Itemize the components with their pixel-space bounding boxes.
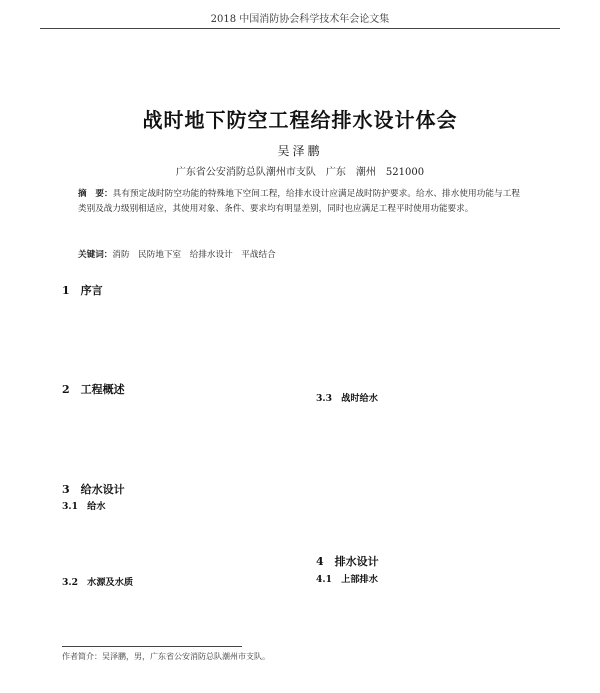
- abstract-label: 摘 要：: [78, 189, 113, 199]
- section-heading: 1 序言: [62, 284, 103, 297]
- keywords-label: 关键词：: [78, 250, 113, 260]
- running-head: 2018 中国消防协会科学技术年会论文集: [210, 14, 390, 25]
- footnote-rule: [62, 646, 242, 647]
- abstract-text: 具有预定战时防空功能的特殊地下空间工程，给排水设计应满足战时防护要求。给水、排水使用功能与工程类别及战力级别相适应，其使用对象、条件、要求均有明显差别，同时也应满足工程平时使用功能要求。: [78, 189, 520, 214]
- left-column: [62, 276, 310, 591]
- author: 吴泽鹏: [277, 144, 323, 158]
- subsection-heading: 3.2 水源及水质: [62, 576, 134, 588]
- right-column: [316, 276, 564, 588]
- subsection-heading: 4.1 上部排水: [316, 573, 378, 585]
- keywords: [78, 248, 520, 260]
- header-rule: [40, 28, 560, 29]
- affiliation: 广东省公安消防总队潮州市支队 广东 潮州 521000: [175, 167, 425, 178]
- section-heading: 2 工程概述: [62, 383, 125, 397]
- abstract: [78, 187, 520, 216]
- section-heading: 3 给水设计: [62, 482, 125, 496]
- section-heading: 4 排水设计: [316, 555, 379, 569]
- subsection-heading: 3.1 给水: [62, 501, 106, 513]
- subsection-heading: 3.3 战时给水: [316, 393, 378, 404]
- keywords-text: 消防 民防地下室 给排水设计 平战结合: [112, 250, 276, 260]
- paper-title: 战时地下防空工程给排水设计体会: [142, 108, 458, 132]
- footnote: 作者简介：吴泽鹏，男，广东省公安消防总队潮州市支队。: [62, 652, 270, 661]
